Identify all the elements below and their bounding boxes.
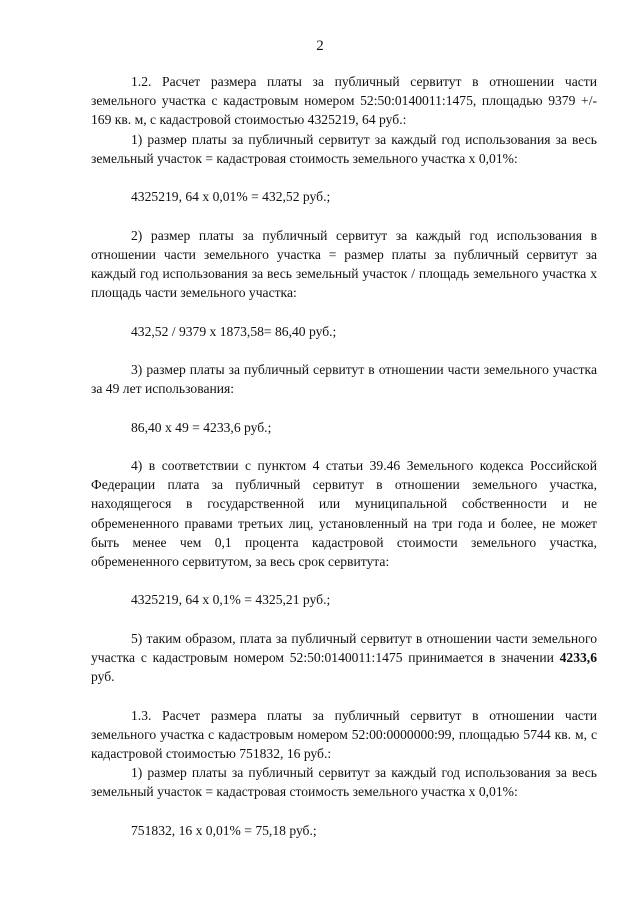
section-1-2-formula-3: 86,40 х 49 = 4233,6 руб.; bbox=[131, 419, 272, 435]
section-1-2-item-3: 3) размер платы за публичный сервитут в отношении части земельного участка за 49 лет использования: bbox=[91, 361, 597, 397]
item-5-suffix: руб. bbox=[91, 669, 115, 685]
item-5-text: 5) таким образом, плата за публичный сервитут в отношении части земельного участка с кадастровым номером 52:50:0140011:1475 принимается в значении bbox=[91, 630, 597, 665]
item-5-value: 4233,6 bbox=[559, 649, 597, 665]
section-1-2-formula-1: 4325219, 64 х 0,01% = 432,52 руб.; bbox=[131, 189, 331, 205]
section-1-2-item-1: 1) размер платы за публичный сервитут за каждый год использования за весь земельный участок = кадастровая стоимость земельного участка х 0,01%: bbox=[91, 131, 597, 166]
section-1-3-intro: 1.3. Расчет размера платы за публичный сервитут в отношении части земельного участка с кадастровым номером 52:00:0000000:99, площадью 5744 кв. м, с кадастровой стоимостью 751832, 16 руб.: bbox=[91, 707, 597, 761]
page-number: 2 bbox=[316, 38, 324, 54]
document-body bbox=[91, 72, 597, 840]
section-1-2-formula-4: 4325219, 64 х 0,1% = 4325,21 руб.; bbox=[131, 592, 331, 608]
section-1-2-formula-2: 432,52 / 9379 х 1873,58= 86,40 руб.; bbox=[131, 323, 337, 339]
section-1-2-item-5 bbox=[91, 629, 597, 687]
section-1-3-item-1: 1) размер платы за публичный сервитут за каждый год использования за весь земельный участок = кадастровая стоимость земельного участка х 0,01%: bbox=[91, 765, 597, 800]
section-1-2-item-2: 2) размер платы за публичный сервитут за каждый год использования в отношении части земельного участка = размер платы за публичный сервитут за каждый год использования за весь земельный участок / площадь земельного участка х площадь части земельного участка: bbox=[91, 227, 597, 301]
section-1-2-intro: 1.2. Расчет размера платы за публичный сервитут в отношении части земельного участка с кадастровым номером 52:50:0140011:1475, площадью 9379 +/- 169 кв. м, с кадастровой стоимостью 4325219, 64 руб.: bbox=[91, 74, 597, 128]
section-1-2-item-4: 4) в соответствии с пунктом 4 статьи 39.46 Земельного кодекса Российской Федерации плата за публичный сервитут в отношении земельного участка, находящегося в государственной или муниципальной собственности и не обремененного правами третьих лиц, установленный на три года и более, не может быть менее чем 0,1 процента кадастровой стоимости земельного участка, обремененного сервитутом, за весь срок сервитута: bbox=[91, 457, 597, 569]
section-1-3-formula-1: 751832, 16 х 0,01% = 75,18 руб.; bbox=[131, 822, 317, 838]
